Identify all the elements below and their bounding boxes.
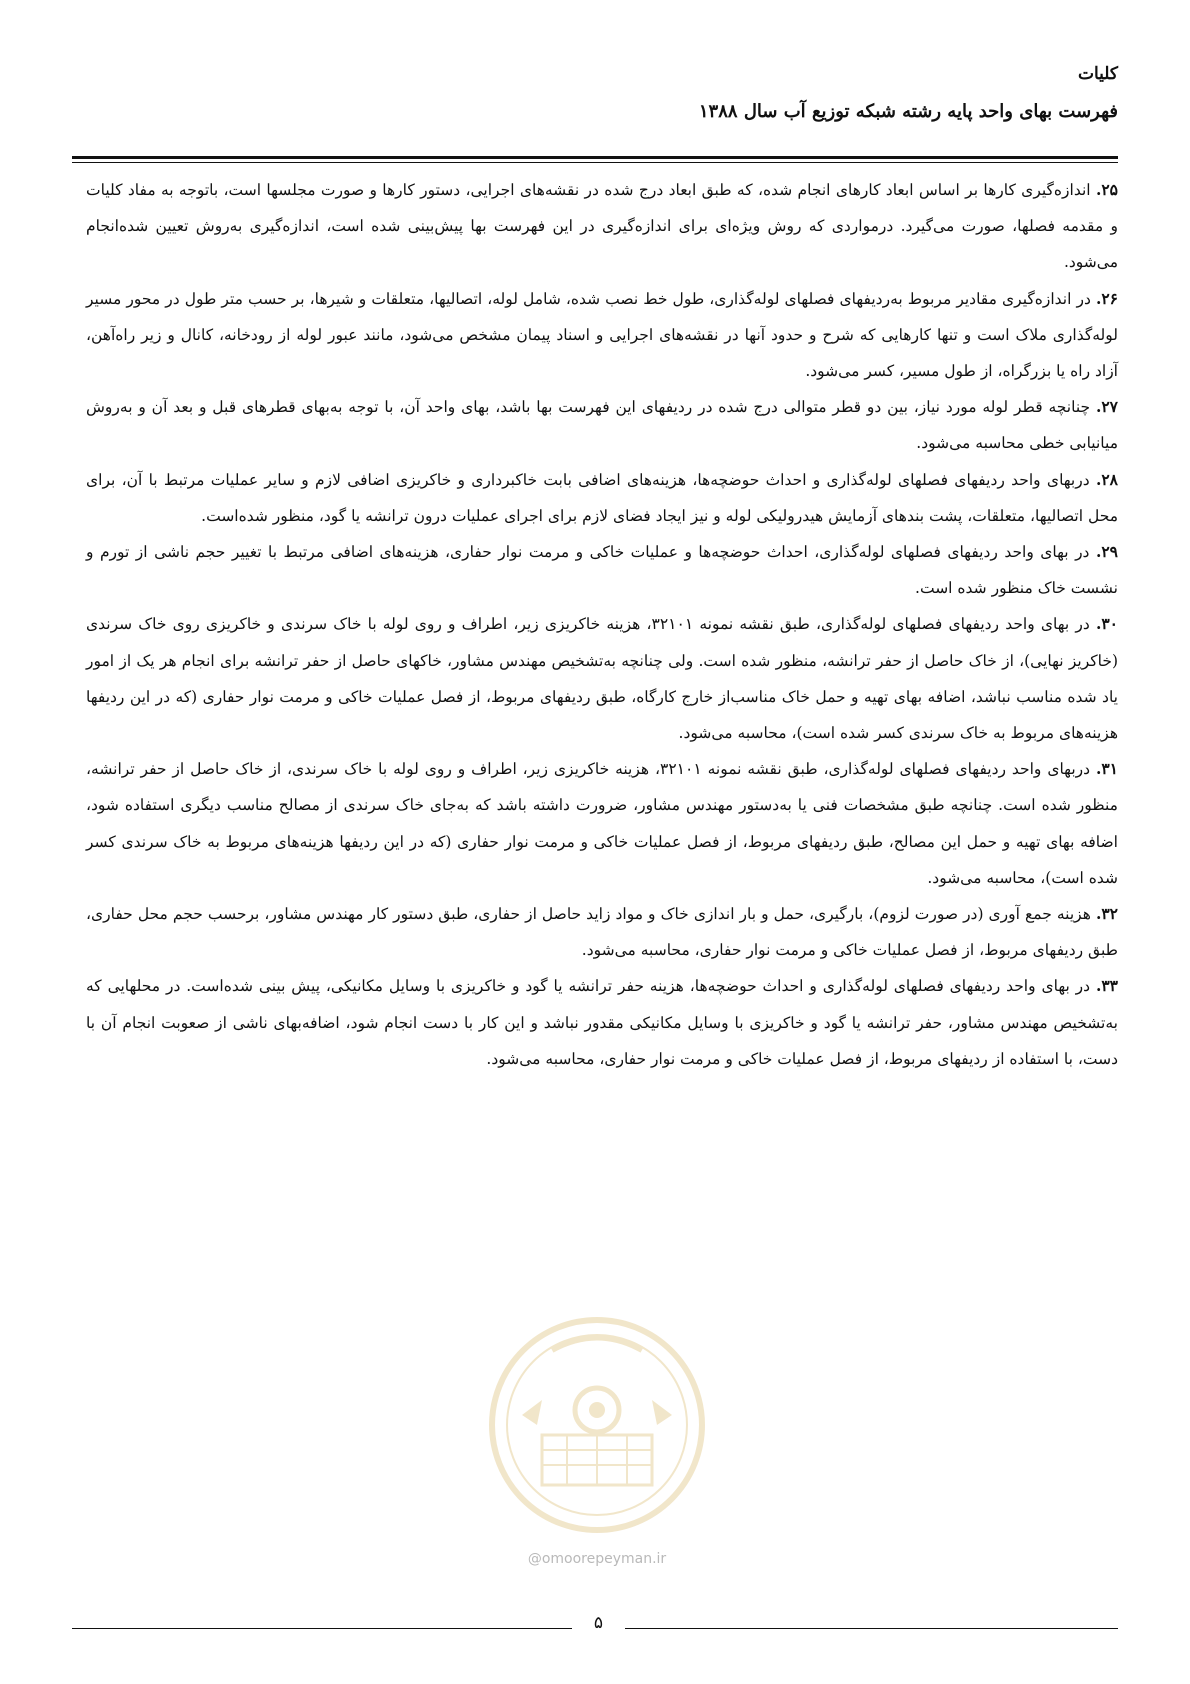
paragraph-30 (86, 606, 1118, 751)
paragraph-text: چنانچه قطر لوله مورد نیاز، بین دو قطر متوالی درج شده در ردیفهای این فهرست بها باشد، بهای واحد آن، با توجه به‌بهای قطرهای قبل و بعد آن و به‌روش میانیابی خطی محاسبه می‌شود. (86, 398, 1118, 453)
paragraph-number: ۲۷. (1095, 397, 1118, 417)
paragraph-28 (86, 462, 1118, 534)
paragraph-33 (86, 968, 1118, 1077)
paragraph-text: در بهای واحد ردیفهای فصلهای لوله‌گذاری و احداث حوضچه‌ها، هزینه حفر ترانشه یا گود و خاکریزی با وسایل مکانیکی، پیش بینی شده‌است. در محلهایی که به‌تشخیص مهندس مشاور، حفر ترانشه یا گود و خاکریزی با وسایل مکانیکی مقدور نباشد و این کار با دست انجام شود، اضافه‌بهای ناشی از صعوبت انجام آن با دست، با استفاده از ردیفهای مربوط، از فصل عملیات خاکی و مرمت نوار حفاری، محاسبه می‌شود. (86, 977, 1118, 1068)
paragraph-32 (86, 896, 1118, 968)
document-title: فهرست بهای واحد پایه رشته شبکه توزیع آب سال ۱۳۸۸ (698, 101, 1118, 122)
paragraph-number: ۲۸. (1095, 469, 1118, 489)
paragraph-text: در بهای واحد ردیفهای فصلهای لوله‌گذاری، طبق نقشه نمونه ۳۲۱۰۱، هزینه خاکریزی زیر، اطراف و روی لوله با خاک سرندی و خاکریزی روی خاک سرندی (خاکریز نهایی)، از خاک حاصل از حفر ترانشه، منظور شده است. ولی چنانچه به‌تشخیص مهندس مشاور، خاکهای حاصل از حفر ترانشه برای انجام هر یک از امور یاد شده مناسب نباشد، اضافه بهای تهیه و حمل خاک مناسب‌از خارج کارگاه، طبق ردیفهای مربوط، از فصل عملیات خاکی و مرمت نوار حفاری (که در این ردیفها هزینه‌های مربوط به خاک سرندی کسر شده است)، محاسبه می‌شود. (86, 615, 1118, 743)
paragraph-text: اندازه‌گیری کارها بر اساس ابعاد کارهای انجام شده، که طبق ابعاد درج شده در نقشه‌های اجرایی، دستور کارها و صورت مجلسها است، باتوجه به مفاد کلیات و مقدمه فصلها، صورت می‌گیرد. درمواردی که روش ویژه‌ای برای اندازه‌گیری در این فهرست بها پیش‌بینی شده است، اندازه‌گیری به‌روش تعیین شده‌انجام می‌شود. (86, 181, 1118, 272)
header-rule-thick (72, 156, 1118, 159)
watermark-caption: @omoorepeyman.ir (527, 1551, 667, 1567)
paragraph-26 (86, 281, 1118, 390)
paragraph-text: دربهای واحد ردیفهای فصلهای لوله‌گذاری، طبق نقشه نمونه ۳۲۱۰۱، هزینه خاکریزی زیر، اطراف و روی لوله با خاک سرندی، از خاک حاصل از حفر ترانشه، منظور شده است. چنانچه طبق مشخصات فنی یا به‌دستور مهندس مشاور، ضرورت داشته باشد که به‌جای خاک سرندی از مصالح مناسب دیگری استفاده شود، اضافه بهای تهیه و حمل این مصالح، طبق ردیفهای مربوط، از فصل عملیات خاکی و مرمت نوار حفاری (که در این ردیفها هزینه‌های مربوط به خاک سرندی کسر شده است)، محاسبه می‌شود. (86, 760, 1118, 887)
paragraph-29 (86, 534, 1118, 606)
footer-rule-left (72, 1628, 572, 1629)
footer-rule-right (625, 1628, 1118, 1629)
paragraph-text: هزینه جمع آوری (در صورت لزوم)، بارگیری، حمل و بار اندازی خاک و مواد زاید حاصل از حفاری، طبق دستور کار مهندس مشاور، برحسب حجم محل حفاری، طبق ردیفهای مربوط، از فصل عملیات خاکی و مرمت نوار حفاری، محاسبه می‌شود. (86, 905, 1118, 960)
paragraph-25 (86, 172, 1118, 281)
header-rule-thin (72, 162, 1118, 163)
paragraph-number: ۲۹. (1095, 542, 1118, 562)
paragraph-27 (86, 389, 1118, 461)
watermark-seal-icon (482, 1305, 712, 1555)
paragraph-number: ۳۳. (1095, 976, 1118, 996)
section-title: کلیات (1077, 64, 1118, 84)
paragraph-number: ۲۵. (1095, 180, 1118, 199)
page-number: ۵ (593, 1613, 604, 1633)
paragraph-number: ۳۱. (1095, 759, 1118, 779)
paragraph-31 (86, 751, 1118, 896)
body-content (86, 172, 1118, 1077)
paragraph-text: در بهای واحد ردیفهای فصلهای لوله‌گذاری، احداث حوضچه‌ها و عملیات خاکی و مرمت نوار حفاری، هزینه‌های اضافی مرتبط با تغییر حجم ناشی از تورم و نشست خاک منظور شده است. (86, 543, 1118, 598)
paragraph-number: ۳۲. (1095, 904, 1118, 924)
paragraph-text: در اندازه‌گیری مقادیر مربوط به‌ردیفهای فصلهای لوله‌گذاری، طول خط نصب شده، شامل لوله، اتصالیها، متعلقات و شیرها، بر حسب متر طول در محور مسیر لوله‌گذاری ملاک است و تنها کارهایی که شرح و حدود آنها در نقشه‌های اجرایی و اسناد پیمان مشخص می‌شود، مانند عبور لوله از رودخانه، کانال و زیر راه‌آهن، آزاد راه یا بزرگراه، از طول مسیر، کسر می‌شود. (86, 289, 1118, 381)
paragraph-number: ۳۰. (1095, 614, 1118, 634)
page-header (72, 60, 1118, 128)
paragraph-text: دربهای واحد ردیفهای فصلهای لوله‌گذاری و احداث حوضچه‌ها، هزینه‌های اضافی بابت خاکبرداری و خاکریزی اضافی لازم و سایر عملیات مرتبط با آن، برای محل اتصالیها، متعلقات، پشت بندهای آزمایش هیدرولیکی لوله و نیز ایجاد فضای لازم برای اجرای عملیات درون ترانشه یا گود، منظور شده‌است. (86, 470, 1118, 525)
paragraph-number: ۲۶. (1095, 288, 1118, 308)
